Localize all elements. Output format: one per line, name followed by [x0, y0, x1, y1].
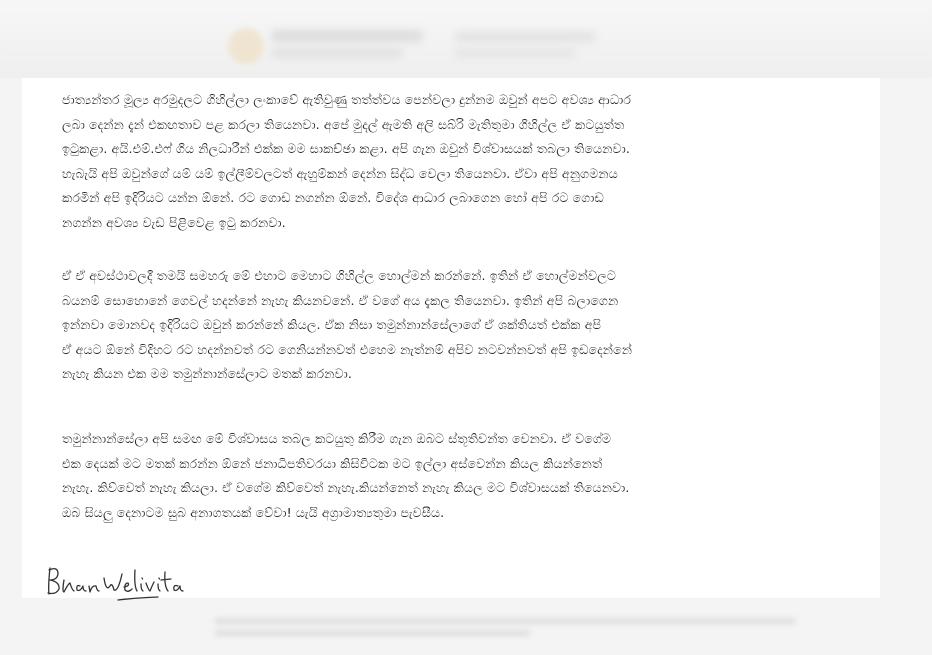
- text-line: තමුන්නාන්සේලා අපි සමඟ මේ විශ්වාසය තබල කටයුතු කිරීම ගැන ඔබට ස්තූතිවන්ත වෙනවා. ඒ වගේම: [62, 431, 612, 446]
- blurred-text: [272, 30, 422, 42]
- text-line: නැහැ කියන එක මම තමුන්නාන්සේලාට මතක් කරනවා.: [62, 366, 352, 381]
- text-line: හැබැයි අපි ඔවුන්ගේ යම් යම් ඉල්ලීම්වලටත් ඇහුම්කන් දෙන්න සිද්ධ වෙලා තියෙනවා. ඒවා අපි අනුගමනය: [62, 165, 618, 181]
- paragraph-2: [62, 264, 852, 387]
- text-line: ඉන්නවා මොනවද ඉදිරියට ඔවුන් කරන්නේ කියල. ඒක නිසා තමුන්නාන්සේලාගේ ඒ ශක්තියත් එක්ක අපි: [62, 317, 602, 332]
- text-line: ඉටුකළා. අයි.එම්.එෆ් ගිය නිලධාරීන් එක්ක මම සාකච්ඡා කළා. අපි ගැන ඔවුන් විශ්වාසයක් තබලා තියෙනවා.: [62, 141, 630, 156]
- text-line: බයනම් සොහොනේ ගෙවල් හදන්නේ නැහැ කියනවනේ. ඒ වගේ අය දැකල තියෙනවා. ඉතින් අපි බලාගෙන: [62, 292, 619, 308]
- text-line: ඔබ සියලු දෙනාටම සුබ අනාගතයක් වේවා! යැයි අග්‍රාමාත්‍යතුමා පැවසීය.: [62, 504, 445, 520]
- blurred-text: [272, 48, 402, 58]
- text-line: නැහැ. කිව්වෙත් නැහැ කියලා. ඒ වගේම කිව්වෙත් නැහැ.කියන්නෙත් නැහැ කියල මට විශ්වාසයක් තියෙනවා.: [62, 480, 630, 495]
- text-line: එක දෙයක් මට මතක් කරන්න ඕනේ ජනාධිපතිවරයා කිසිවිටක මට ඉල්ලා අස්වෙන්න කියල කියන්නෙත්: [62, 455, 603, 471]
- text-line: කරමින් අපි ඉදිරියට යන්න ඕනේ. රට ගොඩ නගන්න ඕනේ. විදේශ ආධාර ලබාගෙන හෝ අපි රට ගොඩ: [62, 190, 604, 205]
- blurred-text: [215, 618, 795, 624]
- text-line: නගන්න අවශ්‍ය වැඩ පිළිවෙළ ඉටු කරනවා.: [62, 214, 286, 230]
- text-line: ලබා දෙන්න දැන් එකඟතාව පළ කරලා තියෙනවා. අපේ මුදල් ඇමති අලි සබ්රි මැතිතුමා ගිහිල්ල ඒ කටයුත්ත: [62, 116, 625, 132]
- blurred-text: [455, 32, 595, 42]
- handwritten-signature: [40, 556, 240, 606]
- blurred-footer: [215, 612, 845, 655]
- text-line: ජාත්‍යන්තර මූල්‍ය අරමුදලට ගිහිල්ලා ලංකාවේ ඇතිවුණු තත්ත්වය පෙන්වලා දුන්නම ඔවුන් අපට අවශ්‍ය ආධාර: [62, 92, 632, 107]
- paragraph-3: [62, 427, 852, 525]
- blurred-text: [455, 48, 575, 58]
- text-line: ඒ ඒ අවස්ථාවලදී තමයි සමහරු මේ එහාට මෙහාට ගිහිල්ල හොල්මන් කරන්නේ. ඉතින් ඒ හොල්මන්වලට: [62, 268, 617, 283]
- text-line: ඒ අයට ඕනේ විදිහට රට හදන්නවත් රට ගෙනියන්නවත් එහෙම නැත්නම් අපිව නටවන්නවත් අපි ඉඩදෙන්නේ: [62, 341, 633, 357]
- blurred-text: [215, 630, 530, 636]
- paragraph-1: [62, 88, 852, 235]
- blurred-logo: [228, 28, 264, 64]
- blurred-header: [0, 0, 932, 78]
